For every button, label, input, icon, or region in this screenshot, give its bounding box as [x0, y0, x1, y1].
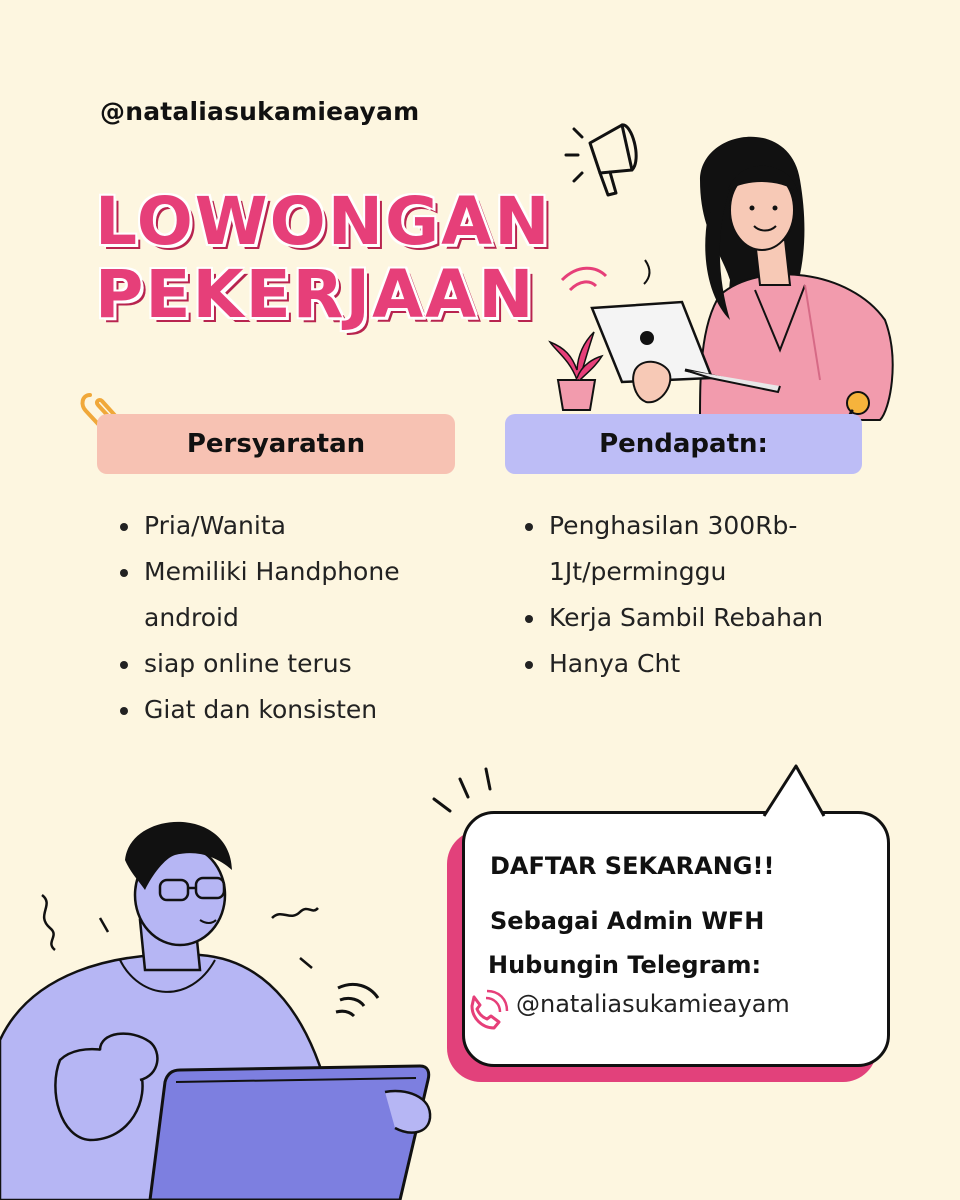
speech-bubble: [462, 811, 890, 1067]
cta-role: Sebagai Admin WFH: [490, 907, 765, 935]
list-item: siap online terus: [120, 641, 450, 687]
list-item: Hanya Cht: [525, 641, 855, 687]
title-line-1: LOWONGAN: [95, 183, 552, 260]
cta-contact-handle: @nataliasukamieayam: [516, 990, 790, 1018]
list-item: Pria/Wanita: [120, 503, 450, 549]
income-header: Pendapatn:: [505, 414, 862, 474]
shout-lines-icon: [430, 765, 500, 825]
poster-handle: @nataliasukamieayam: [100, 97, 420, 126]
list-item: Penghasilan 300Rb-1Jt/perminggu: [525, 503, 855, 595]
requirements-list: [120, 503, 450, 733]
woman-laptop-illustration: [550, 120, 910, 420]
requirements-header: Persyaratan: [97, 414, 455, 474]
title-line-2: PEKERJAAN: [95, 256, 536, 333]
list-item: Memiliki Handphone android: [120, 549, 450, 641]
man-laptop-illustration: [0, 800, 440, 1200]
list-item: Kerja Sambil Rebahan: [525, 595, 855, 641]
cta-headline: DAFTAR SEKARANG!!: [490, 852, 775, 880]
cta-contact-prompt: Hubungin Telegram:: [488, 951, 762, 979]
bubble-tail: [760, 762, 830, 818]
income-list: [525, 503, 855, 687]
list-item: Giat dan konsisten: [120, 687, 450, 733]
phone-icon: [466, 988, 512, 1030]
